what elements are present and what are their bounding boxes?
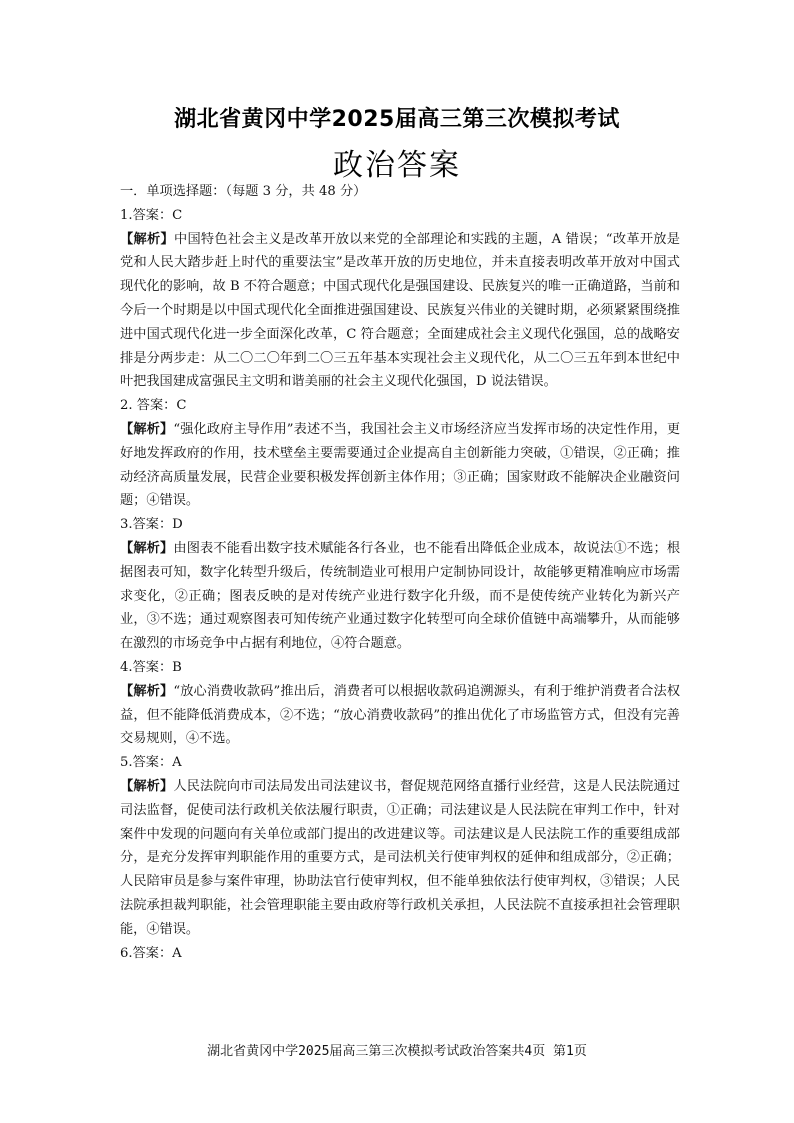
answer-1: 1.答案：C [120,207,183,223]
analysis-3 [120,537,680,656]
analysis-tag: 【解析】 [120,421,174,437]
answer-3: 3.答案：D [120,517,183,533]
exam-subtitle: 政治答案 [333,148,461,183]
analysis-tag: 【解析】 [120,231,174,247]
analysis-4 [120,680,680,751]
answer-content [120,180,680,965]
answer-5: 5.答案：A [120,755,182,771]
analysis-text: “强化政府主导作用”表述不当，我国社会主义市场经济应当发挥市场的决定性作用，更好地发挥政府的作用，技术壁垒主要需要通过企业提高自主创新能力突破，①错误，②正确；推动经济高质量发展，民营企业要积极发挥创新主体作用；③正确；国家财政不能解决企业融资问题；④错误。 [120,421,681,509]
answer-4: 4.答案：B [120,659,182,675]
analysis-1 [120,228,680,395]
section-heading: 一．单项选择题：（每题 3 分，共 48 分） [120,184,367,199]
analysis-5 [120,775,680,942]
page-footer: 湖北省黄冈中学2025届高三第三次模拟考试政治答案共4页 第1页 [207,1044,587,1059]
analysis-2 [120,418,680,513]
answer-2: 2. 答案：C [120,398,187,414]
analysis-text: 中国特色社会主义是改革开放以来党的全部理论和实践的主题，A 错误；“改革开放是党和人民大踏步赶上时代的重要法宝”是改革开放的历史地位，并未直接表明改革开放对中国式现代化的影响，故 B 不符合题意；中国式现代化是强国建设、民族复兴的唯一正确道路，当前和今后一个时期是以中国式现代化全面推进强国建设、民族复兴伟业的关键时期，必须紧紧围绕推进中国式现代化进一步全面深化改革，C 符合题意；全面建成社会主义现代化强国，总的战略安排是分两步走：从二〇二〇年到二〇三五年基本实现社会主义现代化，从二〇三五年到本世纪中叶把我国建成富强民主文明和谐美丽的社会主义现代化强国，D 说法错误。 [120,231,680,390]
analysis-tag: 【解析】 [120,540,174,556]
analysis-tag: 【解析】 [120,683,174,699]
analysis-text: 人民法院向市司法局发出司法建议书，督促规范网络直播行业经营，这是人民法院通过司法监督，促使司法行政机关依法履行职责，①正确；司法建议是人民法院在审判工作中，针对案件中发现的问题向有关单位或部门提出的改进建议等。司法建议是人民法院工作的重要组成部分，是充分发挥审判职能作用的重要方式，是司法机关行使审判权的延伸和组成部分，②正确；人民陪审员是参与案件审理，协助法官行使审判权，但不能单独依法行使审判权，③错误；人民法院承担裁判职能，社会管理职能主要由政府等行政机关承担，人民法院不直接承担社会管理职能，④错误。 [120,778,681,937]
exam-title: 湖北省黄冈中学2025届高三第三次模拟考试 [174,107,620,132]
analysis-text: “放心消费收款码”推出后，消费者可以根据收款码追溯源头，有利于维护消费者合法权益，但不能降低消费成本，②不选；“放心消费收款码”的推出优化了市场监管方式，但没有完善交易规则，④不选。 [120,683,681,747]
analysis-tag: 【解析】 [120,778,174,794]
analysis-text: 由图表不能看出数字技术赋能各行各业，也不能看出降低企业成本，故说法①不选；根据图表可知，数字化转型升级后，传统制造业可根用户定制协同设计，故能够更精准响应市场需求变化，②正确；图表反映的是对传统产业进行数字化升级，而不是使传统产业转化为新兴产业，③不选；通过观察图表可知传统产业通过数字化转型可向全球价值链中高端攀升，从而能够在激烈的市场竞争中占据有利地位，④符合题意。 [120,540,681,652]
answer-6: 6.答案：A [120,945,182,961]
